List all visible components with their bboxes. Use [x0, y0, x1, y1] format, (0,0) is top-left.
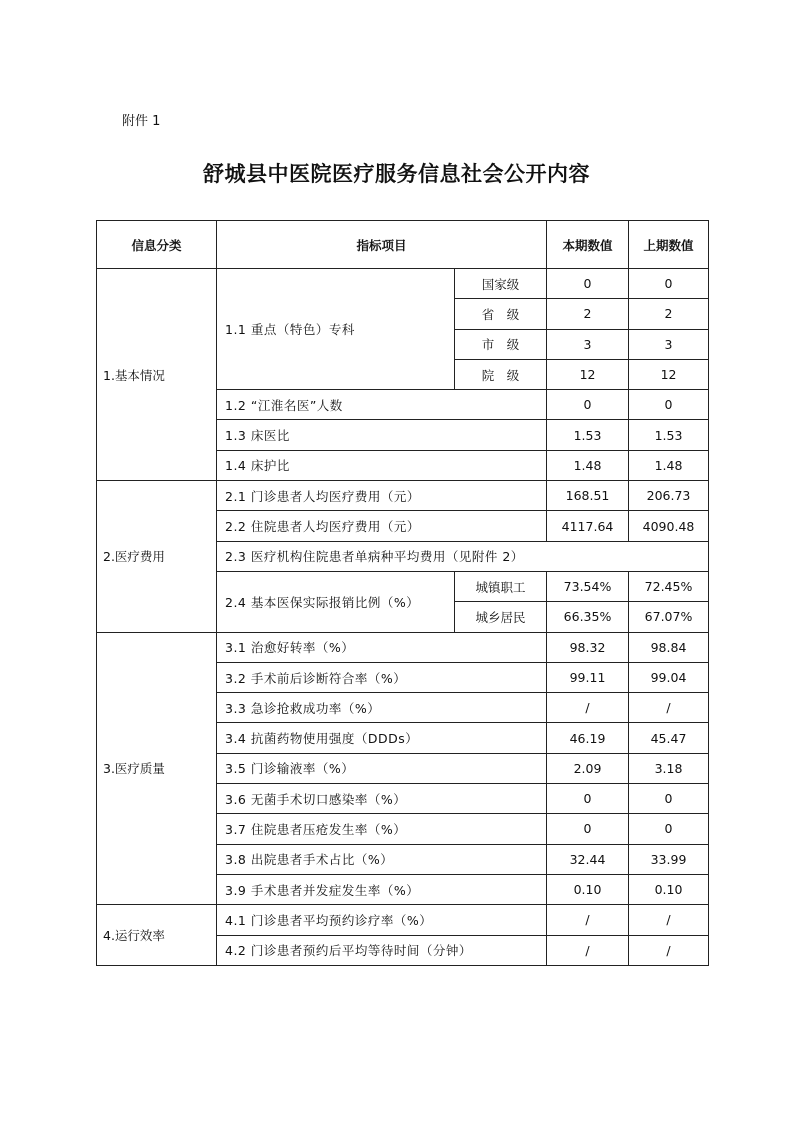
- indicator-cell: 1.2 “江淮名医”人数: [217, 390, 547, 420]
- current-value: 1.48: [547, 450, 629, 480]
- previous-value: 0: [629, 390, 709, 420]
- previous-value: 0: [629, 269, 709, 299]
- current-value: 73.54%: [547, 571, 629, 601]
- current-value: 12: [547, 359, 629, 389]
- category-cell: 2.医疗费用: [97, 481, 217, 632]
- header-previous: 上期数值: [629, 221, 709, 269]
- current-value: 0: [547, 784, 629, 814]
- indicator-cell: 2.3 医疗机构住院患者单病种平均费用（见附件 2）: [217, 541, 709, 571]
- current-value: 0.10: [547, 874, 629, 904]
- header-indicator: 指标项目: [217, 221, 547, 269]
- table-row: [97, 632, 709, 662]
- table-row: [97, 905, 709, 935]
- current-value: 32.44: [547, 844, 629, 874]
- previous-value: 0: [629, 784, 709, 814]
- previous-value: 4090.48: [629, 511, 709, 541]
- sub-indicator-cell: 市 级: [455, 329, 547, 359]
- previous-value: 0: [629, 814, 709, 844]
- current-value: 0: [547, 390, 629, 420]
- current-value: 66.35%: [547, 602, 629, 632]
- previous-value: /: [629, 935, 709, 965]
- indicator-cell: 3.2 手术前后诊断符合率（%）: [217, 662, 547, 692]
- previous-value: 45.47: [629, 723, 709, 753]
- previous-value: 33.99: [629, 844, 709, 874]
- indicator-cell: 2.2 住院患者人均医疗费用（元）: [217, 511, 547, 541]
- page-title: 舒城县中医院医疗服务信息社会公开内容: [203, 161, 590, 186]
- indicator-cell: 1.4 床护比: [217, 450, 547, 480]
- previous-value: /: [629, 905, 709, 935]
- attachment-label: 附件 1: [122, 114, 161, 129]
- indicator-cell: 1.1 重点（特色）专科: [217, 269, 455, 390]
- indicator-cell: 3.4 抗菌药物使用强度（DDDs）: [217, 723, 547, 753]
- current-value: /: [547, 935, 629, 965]
- indicator-cell: 3.9 手术患者并发症发生率（%）: [217, 874, 547, 904]
- indicator-cell: 3.1 治愈好转率（%）: [217, 632, 547, 662]
- current-value: 2: [547, 299, 629, 329]
- indicator-cell: 2.1 门诊患者人均医疗费用（元）: [217, 481, 547, 511]
- current-value: 1.53: [547, 420, 629, 450]
- previous-value: 98.84: [629, 632, 709, 662]
- sub-indicator-cell: 城乡居民: [455, 602, 547, 632]
- indicator-cell: 3.8 出院患者手术占比（%）: [217, 844, 547, 874]
- sub-indicator-cell: 省 级: [455, 299, 547, 329]
- table-row: [97, 269, 709, 299]
- sub-indicator-cell: 城镇职工: [455, 571, 547, 601]
- header-category: 信息分类: [97, 221, 217, 269]
- indicator-cell: 3.6 无菌手术切口感染率（%）: [217, 784, 547, 814]
- previous-value: 3: [629, 329, 709, 359]
- previous-value: 67.07%: [629, 602, 709, 632]
- current-value: 3: [547, 329, 629, 359]
- category-cell: 4.运行效率: [97, 905, 217, 966]
- previous-value: 1.48: [629, 450, 709, 480]
- indicator-cell: 3.3 急诊抢救成功率（%）: [217, 693, 547, 723]
- category-cell: 1.基本情况: [97, 269, 217, 481]
- indicator-cell: 2.4 基本医保实际报销比例（%）: [217, 571, 455, 632]
- indicator-cell: 4.2 门诊患者预约后平均等待时间（分钟）: [217, 935, 547, 965]
- table-header-row: [97, 221, 709, 269]
- previous-value: 3.18: [629, 753, 709, 783]
- indicator-cell: 3.5 门诊输液率（%）: [217, 753, 547, 783]
- current-value: 168.51: [547, 481, 629, 511]
- previous-value: 2: [629, 299, 709, 329]
- previous-value: 12: [629, 359, 709, 389]
- sub-indicator-cell: 国家级: [455, 269, 547, 299]
- current-value: /: [547, 693, 629, 723]
- header-current: 本期数值: [547, 221, 629, 269]
- table-row: [97, 481, 709, 511]
- previous-value: 72.45%: [629, 571, 709, 601]
- previous-value: 206.73: [629, 481, 709, 511]
- current-value: 99.11: [547, 662, 629, 692]
- current-value: 46.19: [547, 723, 629, 753]
- info-table: [96, 220, 709, 966]
- current-value: 2.09: [547, 753, 629, 783]
- sub-indicator-cell: 院 级: [455, 359, 547, 389]
- current-value: 0: [547, 814, 629, 844]
- current-value: 4117.64: [547, 511, 629, 541]
- indicator-cell: 3.7 住院患者压疮发生率（%）: [217, 814, 547, 844]
- indicator-cell: 4.1 门诊患者平均预约诊疗率（%）: [217, 905, 547, 935]
- current-value: /: [547, 905, 629, 935]
- current-value: 0: [547, 269, 629, 299]
- previous-value: 0.10: [629, 874, 709, 904]
- previous-value: /: [629, 693, 709, 723]
- previous-value: 99.04: [629, 662, 709, 692]
- indicator-cell: 1.3 床医比: [217, 420, 547, 450]
- category-cell: 3.医疗质量: [97, 632, 217, 905]
- current-value: 98.32: [547, 632, 629, 662]
- previous-value: 1.53: [629, 420, 709, 450]
